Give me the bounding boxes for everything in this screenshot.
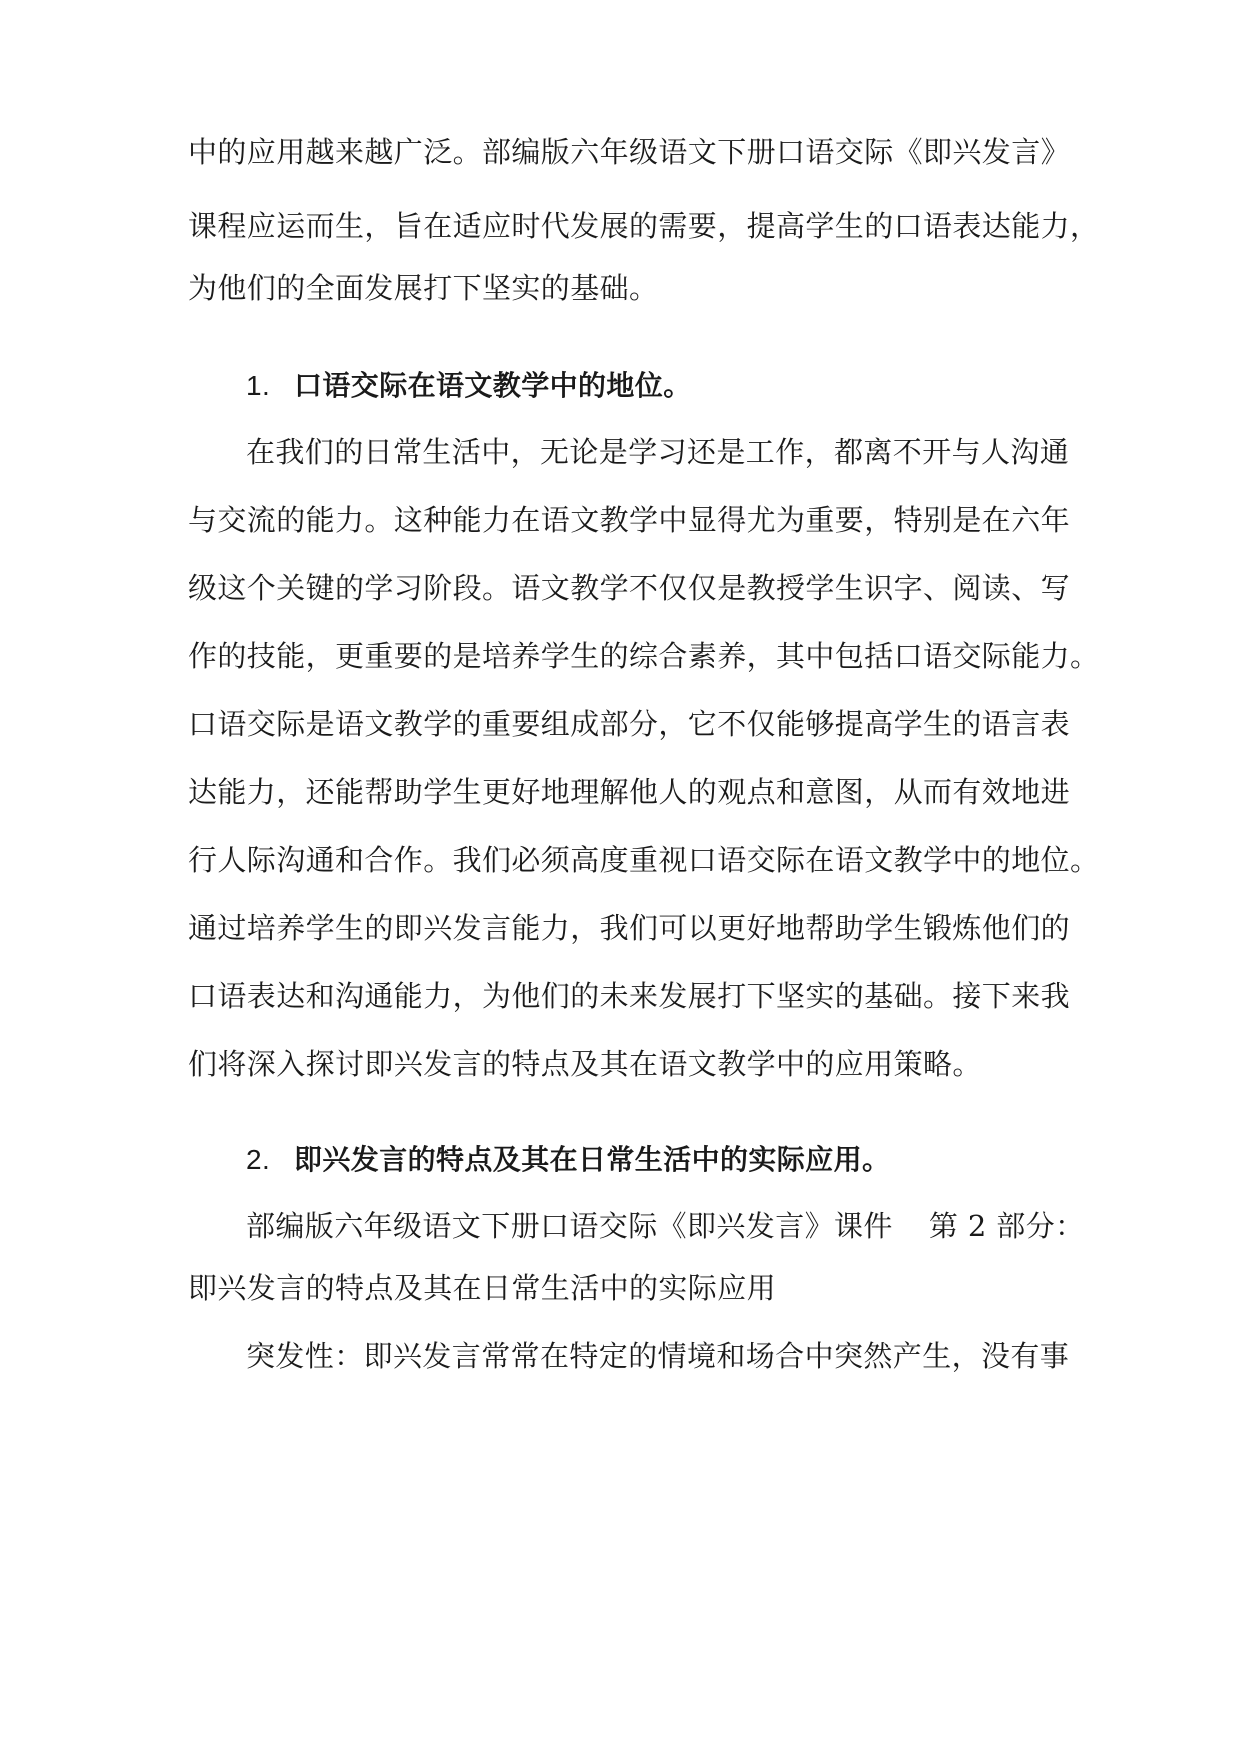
section-2-title: 即兴发言的特点及其在日常生活中的实际应用。 (294, 1143, 891, 1176)
section-1-line-10: 们将深入探讨即兴发言的特点及其在语文教学中的应用策略。 (188, 1047, 982, 1081)
section-2-subheading-part-1: 部编版六年级语文下册口语交际《即兴发言》课件 (246, 1209, 893, 1243)
section-1-line-8: 通过培养学生的即兴发言能力，我们可以更好地帮助学生锻炼他们的 (188, 911, 1071, 945)
section-1-title: 口语交际在语文教学中的地位。 (294, 369, 692, 402)
section-2-line-1: 突发性：即兴发言常常在特定的情境和场合中突然产生，没有事 (246, 1339, 1070, 1373)
section-2-heading (246, 1140, 1116, 1180)
section-1-line-3: 级这个关键的学习阶段。语文教学不仅仅是教授学生识字、阅读、写 (188, 571, 1071, 605)
section-1-line-6: 达能力，还能帮助学生更好地理解他人的观点和意图，从而有效地进 (188, 775, 1071, 809)
intro-line-2: 课程应运而生，旨在适应时代发展的需要，提高学生的口语表达能力， (188, 209, 1100, 243)
section-2-number: 2. (246, 1144, 271, 1175)
section-1-line-9: 口语表达和沟通能力，为他们的未来发展打下坚实的基础。接下来我 (188, 979, 1071, 1013)
section-1-heading (246, 366, 1116, 406)
section-1-line-5: 口语交际是语文教学的重要组成部分，它不仅能够提高学生的语言表 (188, 707, 1071, 741)
intro-line-1: 中的应用越来越广泛。部编版六年级语文下册口语交际《即兴发言》 (188, 135, 1071, 169)
section-1-number: 1. (246, 370, 271, 401)
section-2-subheading-part-2: 第 2 部分： (928, 1209, 1085, 1243)
intro-line-3: 为他们的全面发展打下坚实的基础。 (188, 271, 659, 305)
section-1-line-2: 与交流的能力。这种能力在语文教学中显得尤为重要，特别是在六年 (188, 503, 1071, 537)
section-2-subheading (246, 1206, 1085, 1246)
section-1-line-4: 作的技能，更重要的是培养学生的综合素养，其中包括口语交际能力。 (188, 639, 1100, 673)
section-1-line-7: 行人际沟通和合作。我们必须高度重视口语交际在语文教学中的地位。 (188, 843, 1100, 877)
section-2-subheading-line-2: 即兴发言的特点及其在日常生活中的实际应用 (188, 1271, 777, 1305)
section-1-line-1: 在我们的日常生活中，无论是学习还是工作，都离不开与人沟通 (246, 435, 1070, 469)
